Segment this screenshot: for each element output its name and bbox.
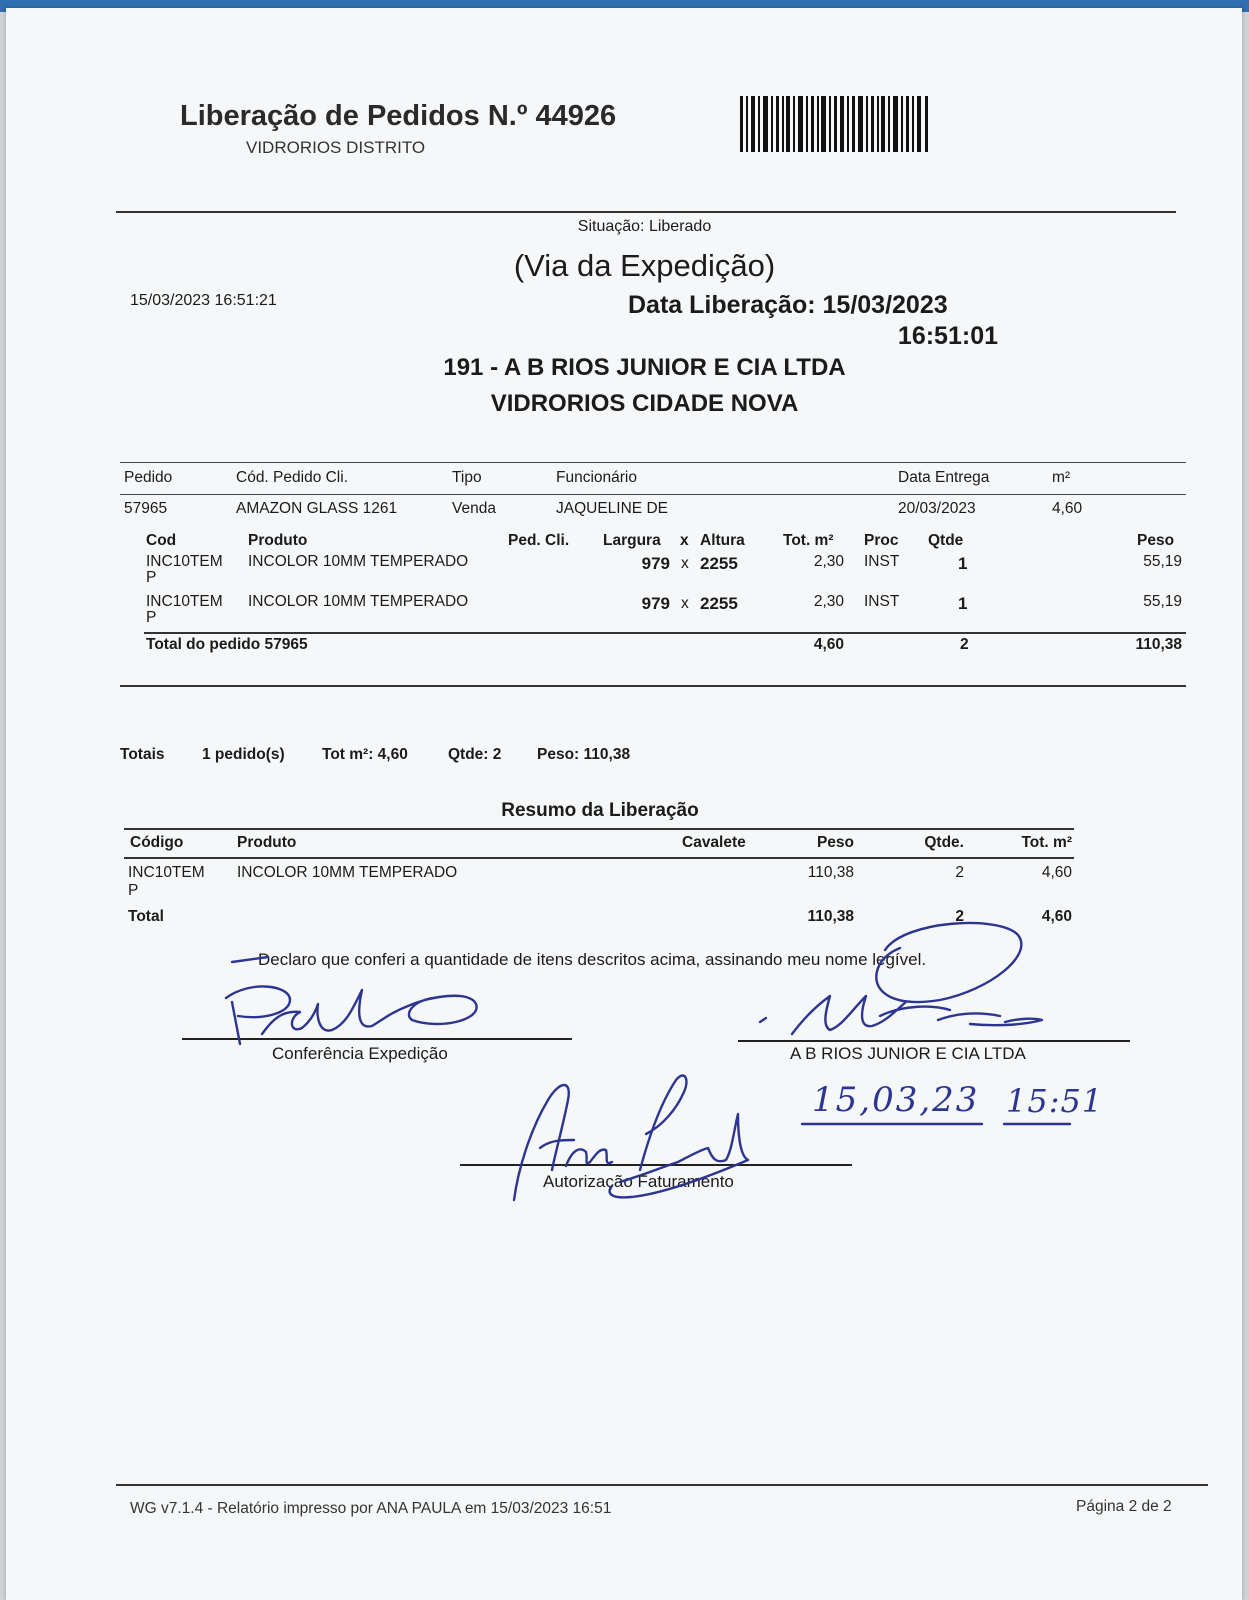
col-header-funcionario: Funcionário bbox=[556, 469, 637, 486]
item-2-proc: INST bbox=[864, 593, 900, 610]
order-funcionario: JAQUELINE DE bbox=[556, 500, 668, 517]
handwritten-date: 15,03,23 bbox=[812, 1080, 980, 1120]
item-1-peso: 55,19 bbox=[1143, 553, 1182, 570]
totais-qtde: Qtde: 2 bbox=[448, 746, 502, 763]
item-header-proc: Proc bbox=[864, 532, 899, 549]
item-header-qtde: Qtde bbox=[928, 532, 964, 549]
order-total-peso: 110,38 bbox=[1135, 636, 1182, 653]
item-header-ped-cli: Ped. Cli. bbox=[508, 532, 570, 549]
item-1-cod: INC10TEM bbox=[146, 553, 223, 570]
resumo-header-codigo: Código bbox=[130, 834, 184, 851]
resumo-total-tot-m2: 4,60 bbox=[1041, 908, 1072, 925]
declaration-text: Declaro que conferi a quantidade de itens descritos acima, assinando meu nome legível. bbox=[258, 950, 927, 969]
item-header-largura: Largura bbox=[603, 532, 661, 549]
item-header-produto: Produto bbox=[248, 532, 308, 549]
footer-rule bbox=[116, 1484, 1208, 1486]
item-1-altura: 2255 bbox=[700, 554, 738, 573]
col-header-m2: m² bbox=[1052, 469, 1071, 486]
resumo-header-qtde: Qtde. bbox=[924, 834, 964, 851]
order-total-qtde: 2 bbox=[960, 636, 969, 653]
col-header-cod-pedido-cli: Cód. Pedido Cli. bbox=[236, 469, 349, 486]
order-pedido: 57965 bbox=[124, 500, 168, 517]
signature-label-autorizacao: Autorização Faturamento bbox=[543, 1172, 734, 1191]
signature-ana-paula-icon bbox=[514, 1076, 748, 1200]
printed-timestamp: 15/03/2023 16:51:21 bbox=[130, 292, 277, 309]
order-total-label: Total do pedido 57965 bbox=[146, 636, 308, 653]
item-2-largura: 979 bbox=[641, 594, 670, 613]
item-1-produto: INCOLOR 10MM TEMPERADO bbox=[248, 553, 469, 570]
order-data-entrega: 20/03/2023 bbox=[898, 500, 976, 517]
resumo-total-qtde: 2 bbox=[955, 908, 964, 925]
item-header-x: x bbox=[680, 532, 689, 549]
item-1-cod-cont: P bbox=[146, 569, 157, 586]
item-header-tot-m2: Tot. m² bbox=[783, 532, 834, 549]
totais-pedidos: 1 pedido(s) bbox=[202, 746, 285, 763]
item-1-proc: INST bbox=[864, 553, 900, 570]
col-header-tipo: Tipo bbox=[452, 469, 482, 486]
item-2-x: x bbox=[681, 595, 689, 612]
release-date-line1: Data Liberação: 15/03/2023 bbox=[628, 291, 948, 319]
order-cod-pedido-cli: AMAZON GLASS 1261 bbox=[236, 500, 398, 517]
totais-tot-m2: Tot m²: 4,60 bbox=[322, 746, 408, 763]
item-header-altura: Altura bbox=[700, 532, 745, 549]
via-title: (Via da Expedição) bbox=[513, 248, 776, 283]
client-name: 191 - A B RIOS JUNIOR E CIA LTDA bbox=[443, 354, 846, 381]
totais-peso: Peso: 110,38 bbox=[537, 746, 631, 763]
status-text: Situação: Liberado bbox=[577, 218, 712, 235]
item-1-tot-m2: 2,30 bbox=[813, 553, 844, 570]
item-header-peso: Peso bbox=[1137, 532, 1175, 549]
item-2-cod-cont: P bbox=[146, 609, 157, 626]
ink-dash bbox=[232, 957, 268, 962]
resumo-title: Resumo da Liberação bbox=[501, 800, 699, 821]
resumo-total-peso: 110,38 bbox=[807, 908, 854, 925]
release-date-line2: 16:51:01 bbox=[897, 322, 998, 350]
signature-label-conferencia: Conferência Expedição bbox=[272, 1044, 448, 1063]
item-2-peso: 55,19 bbox=[1143, 593, 1182, 610]
ink-oval-icon bbox=[876, 923, 1021, 1002]
resumo-header-peso: Peso bbox=[816, 834, 854, 851]
order-m2: 4,60 bbox=[1052, 500, 1083, 517]
company-name: VIDRORIOS DISTRITO bbox=[246, 138, 426, 157]
resumo-header-cavalete: Cavalete bbox=[682, 834, 746, 851]
resumo-total-label: Total bbox=[128, 908, 164, 925]
resumo-header-produto: Produto bbox=[237, 834, 297, 851]
item-2-qtde: 1 bbox=[958, 594, 968, 613]
item-2-tot-m2: 2,30 bbox=[813, 593, 844, 610]
resumo-row-codigo-cont: P bbox=[128, 882, 139, 899]
resumo-row-peso: 110,38 bbox=[807, 864, 854, 881]
col-header-data-entrega: Data Entrega bbox=[898, 469, 990, 486]
resumo-row-qtde: 2 bbox=[955, 864, 964, 881]
item-header-cod: Cod bbox=[146, 532, 177, 549]
resumo-row-tot-m2: 4,60 bbox=[1041, 864, 1072, 881]
footer-print-info: WG v7.1.4 - Relatório impresso por ANA PAULA em 15/03/2023 16:51 bbox=[130, 1500, 612, 1517]
item-1-qtde: 1 bbox=[958, 554, 968, 573]
item-2-produto: INCOLOR 10MM TEMPERADO bbox=[248, 593, 469, 610]
order-tipo: Venda bbox=[452, 500, 496, 517]
resumo-header-tot-m2: Tot. m² bbox=[1021, 834, 1072, 851]
document-title: Liberação de Pedidos N.º 44926 bbox=[180, 100, 617, 132]
resumo-row-codigo: INC10TEM bbox=[128, 864, 205, 881]
resumo-row-produto: INCOLOR 10MM TEMPERADO bbox=[237, 864, 458, 881]
handwritten-time: 15:51 bbox=[1006, 1082, 1104, 1120]
client-branch: VIDRORIOS CIDADE NOVA bbox=[490, 390, 799, 417]
totais-label: Totais bbox=[120, 746, 165, 763]
signature-paulo-icon bbox=[226, 986, 477, 1044]
col-header-pedido: Pedido bbox=[124, 469, 173, 486]
signature-label-cliente: A B RIOS JUNIOR E CIA LTDA bbox=[790, 1044, 1026, 1063]
item-2-cod: INC10TEM bbox=[146, 593, 223, 610]
item-1-x: x bbox=[681, 555, 689, 572]
item-2-altura: 2255 bbox=[700, 594, 738, 613]
footer-page-number: Página 2 de 2 bbox=[1076, 1498, 1172, 1515]
order-total-m2: 4,60 bbox=[813, 636, 844, 653]
item-1-largura: 979 bbox=[641, 554, 670, 573]
